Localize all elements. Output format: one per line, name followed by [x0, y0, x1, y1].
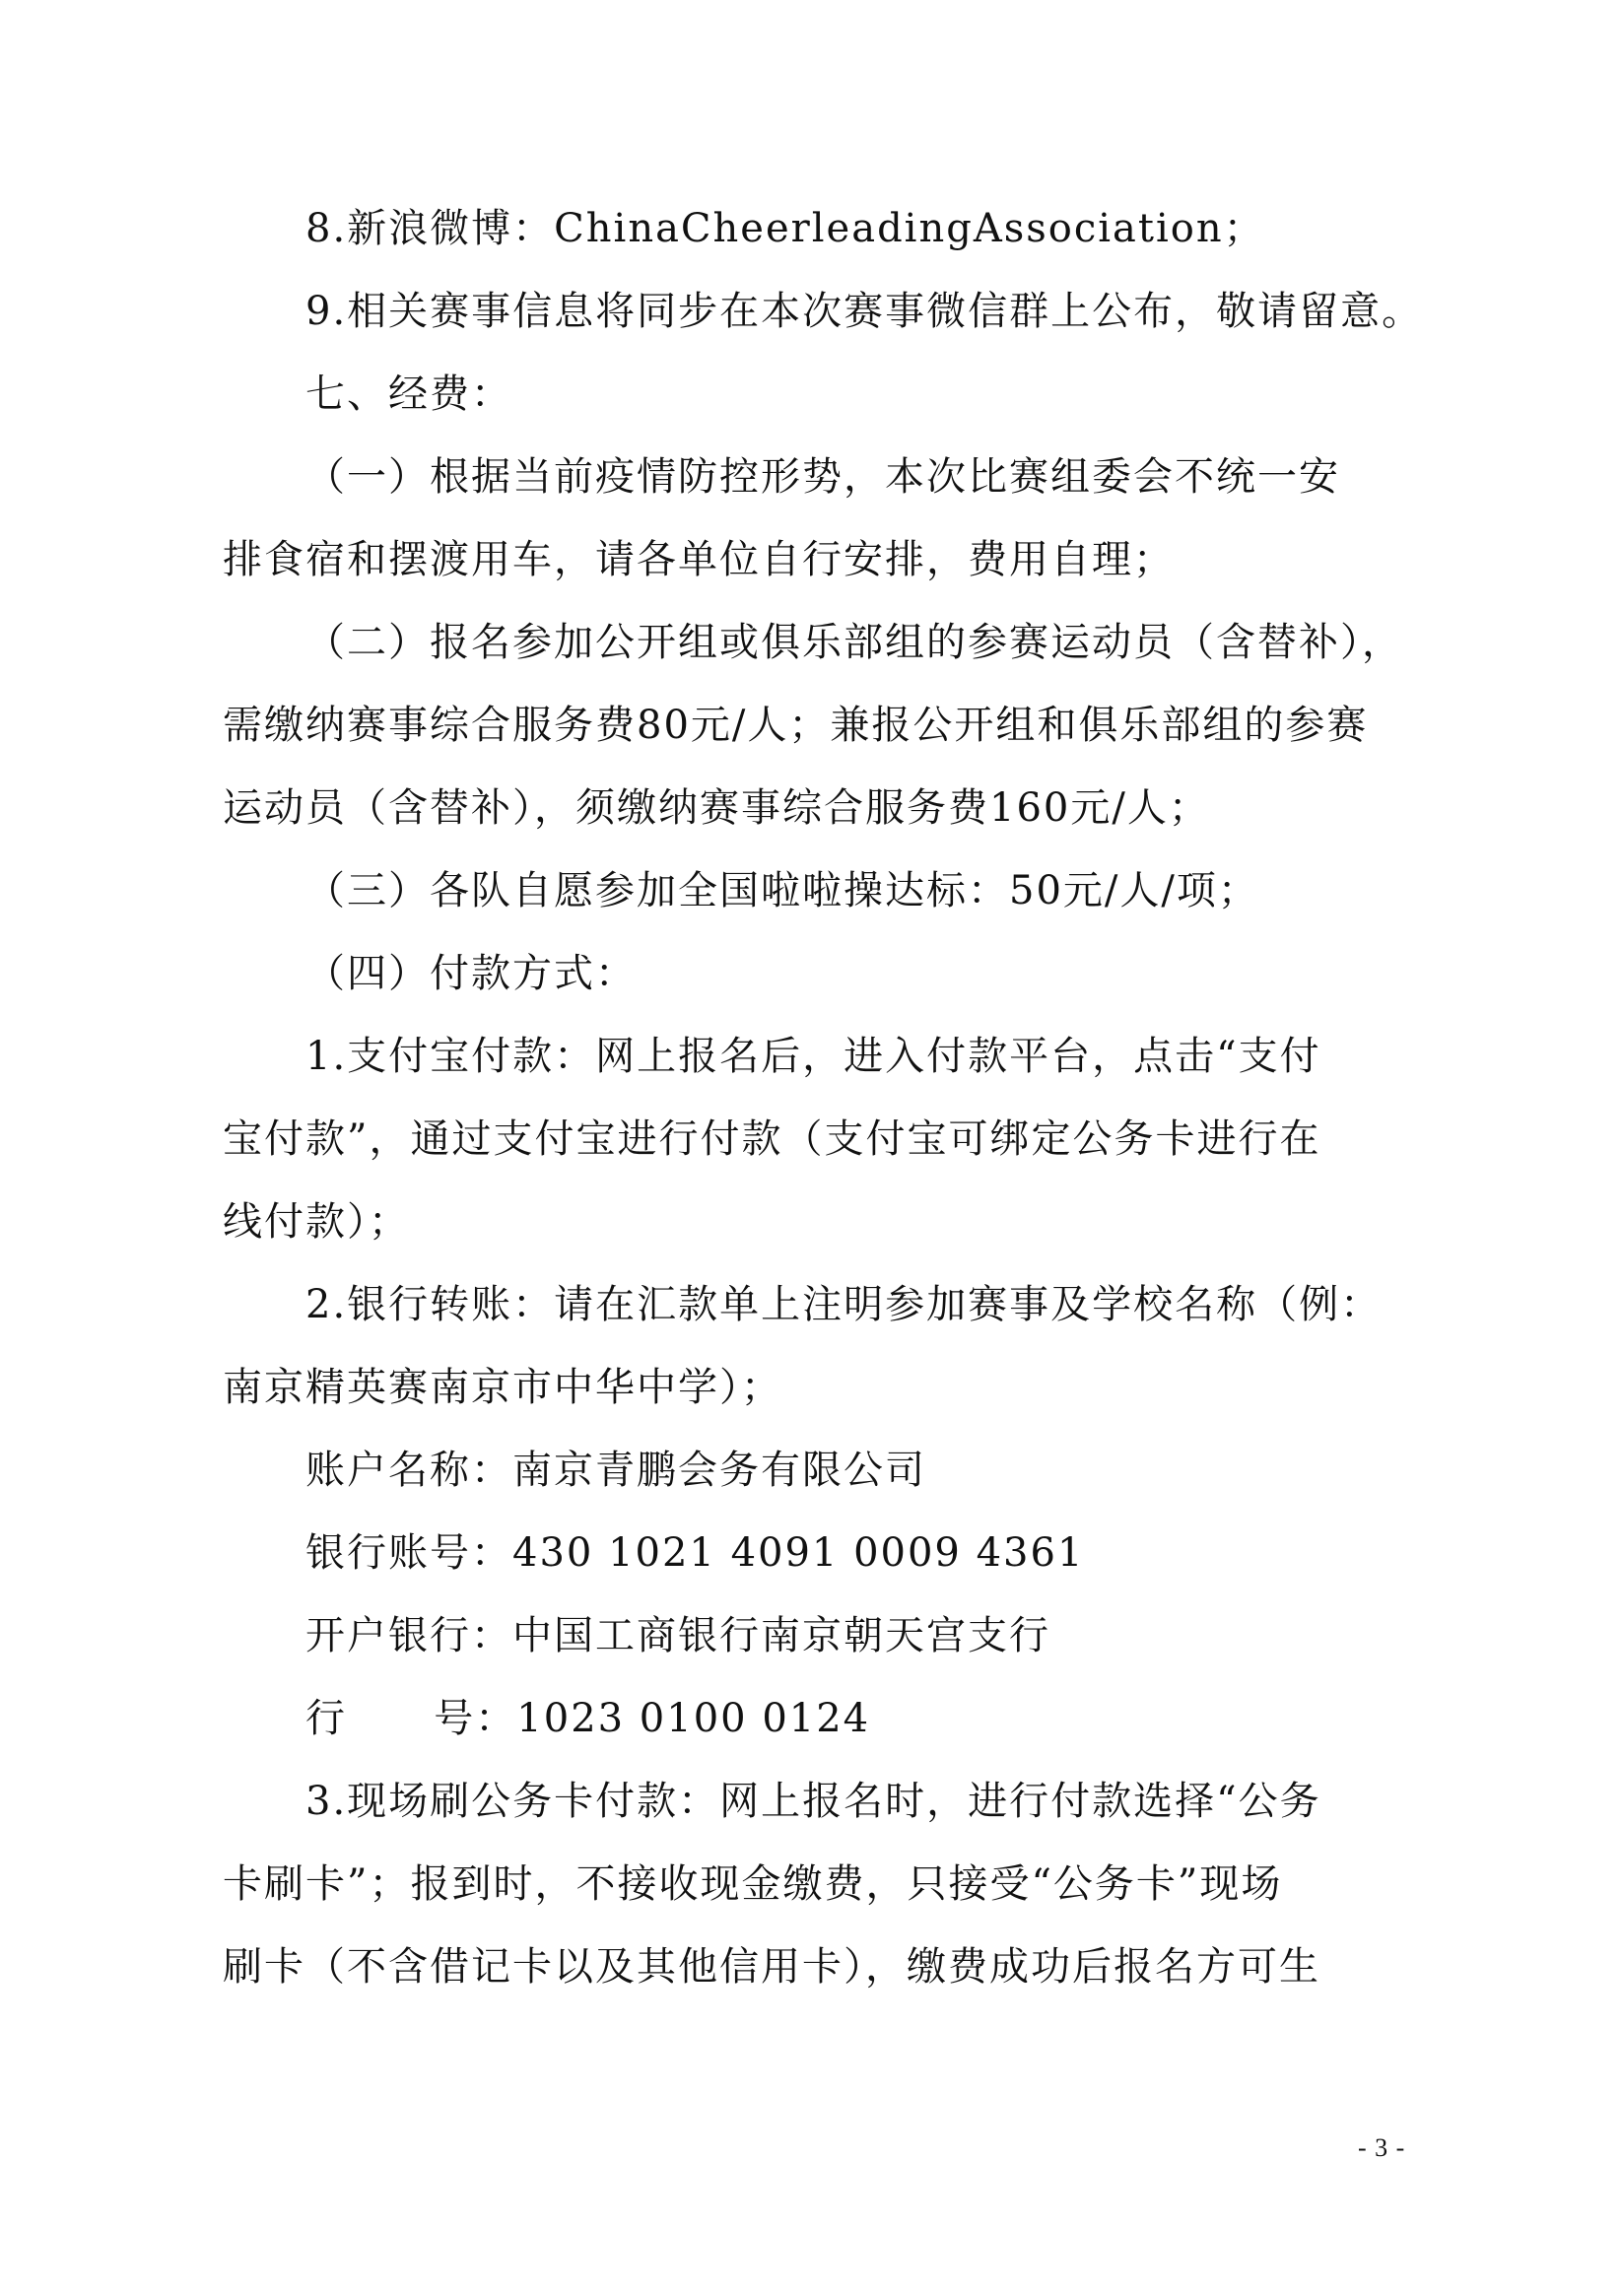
paragraph-item-2-line-2: 需缴纳赛事综合服务费80元/人；兼报公开组和俱乐部组的参赛 — [223, 703, 1369, 748]
account-bank-label: 开户银行： — [305, 1613, 512, 1658]
paragraph-item-3: （三）各队自愿参加全国啦啦操达标：50元/人/项； — [305, 868, 1259, 913]
paragraph-alipay-line-2: 宝付款”，通过支付宝进行付款（支付宝可绑定公务卡进行在 — [223, 1116, 1321, 1162]
account-bank-row — [305, 1612, 1050, 1659]
account-name-label: 账户名称： — [305, 1448, 512, 1493]
account-code-row — [305, 1695, 870, 1742]
account-name-value: 南京青鹏会务有限公司 — [512, 1448, 926, 1493]
paragraph-card-payment-line-1: 3.现场刷公务卡付款：网上报名时，进行付款选择“公务 — [305, 1779, 1321, 1824]
page-number: - 3 - — [1358, 2133, 1406, 2162]
paragraph-wechat-notice: 9.相关赛事信息将同步在本次赛事微信群上公布，敬请留意。 — [305, 289, 1424, 334]
paragraph-item-1-line-2: 排食宿和摆渡用车，请各单位自行安排，费用自理； — [223, 537, 1175, 582]
account-code-value: 1023 0100 0124 — [516, 1696, 871, 1741]
section-heading-funding: 七、经费： — [305, 371, 512, 417]
account-number-label: 银行账号： — [305, 1530, 512, 1576]
paragraph-item-1-line-1: （一）根据当前疫情防控形势，本次比赛组委会不统一安 — [305, 454, 1340, 500]
account-number-value: 430 1021 4091 0009 4361 — [512, 1530, 1085, 1576]
paragraph-alipay-line-1: 1.支付宝付款：网上报名后，进入付款平台，点击“支付 — [305, 1034, 1321, 1079]
paragraph-bank-transfer-line-2: 南京精英赛南京市中华中学）； — [223, 1365, 782, 1410]
paragraph-weibo: 8.新浪微博：ChinaCheerleadingAssociation； — [305, 206, 1265, 251]
account-code-label: 行 号： — [305, 1696, 517, 1741]
paragraph-card-payment-line-3: 刷卡（不含借记卡以及其他信用卡），缴费成功后报名方可生 — [223, 1944, 1320, 1990]
paragraph-item-2-line-1: （二）报名参加公开组或俱乐部组的参赛运动员（含替补）， — [305, 620, 1403, 665]
account-name-row — [305, 1447, 926, 1494]
paragraph-item-4-heading: （四）付款方式： — [305, 951, 637, 996]
paragraph-card-payment-line-2: 卡刷卡”；报到时，不接收现金缴费，只接受“公务卡”现场 — [223, 1861, 1283, 1907]
account-bank-value: 中国工商银行南京朝天宫支行 — [512, 1613, 1050, 1658]
account-number-row — [305, 1529, 1084, 1577]
paragraph-alipay-line-3: 线付款）； — [223, 1199, 410, 1245]
paragraph-bank-transfer-line-1: 2.银行转账：请在汇款单上注明参加赛事及学校名称（例： — [305, 1282, 1383, 1327]
paragraph-item-2-line-3: 运动员（含替补），须缴纳赛事综合服务费160元/人； — [223, 785, 1210, 831]
